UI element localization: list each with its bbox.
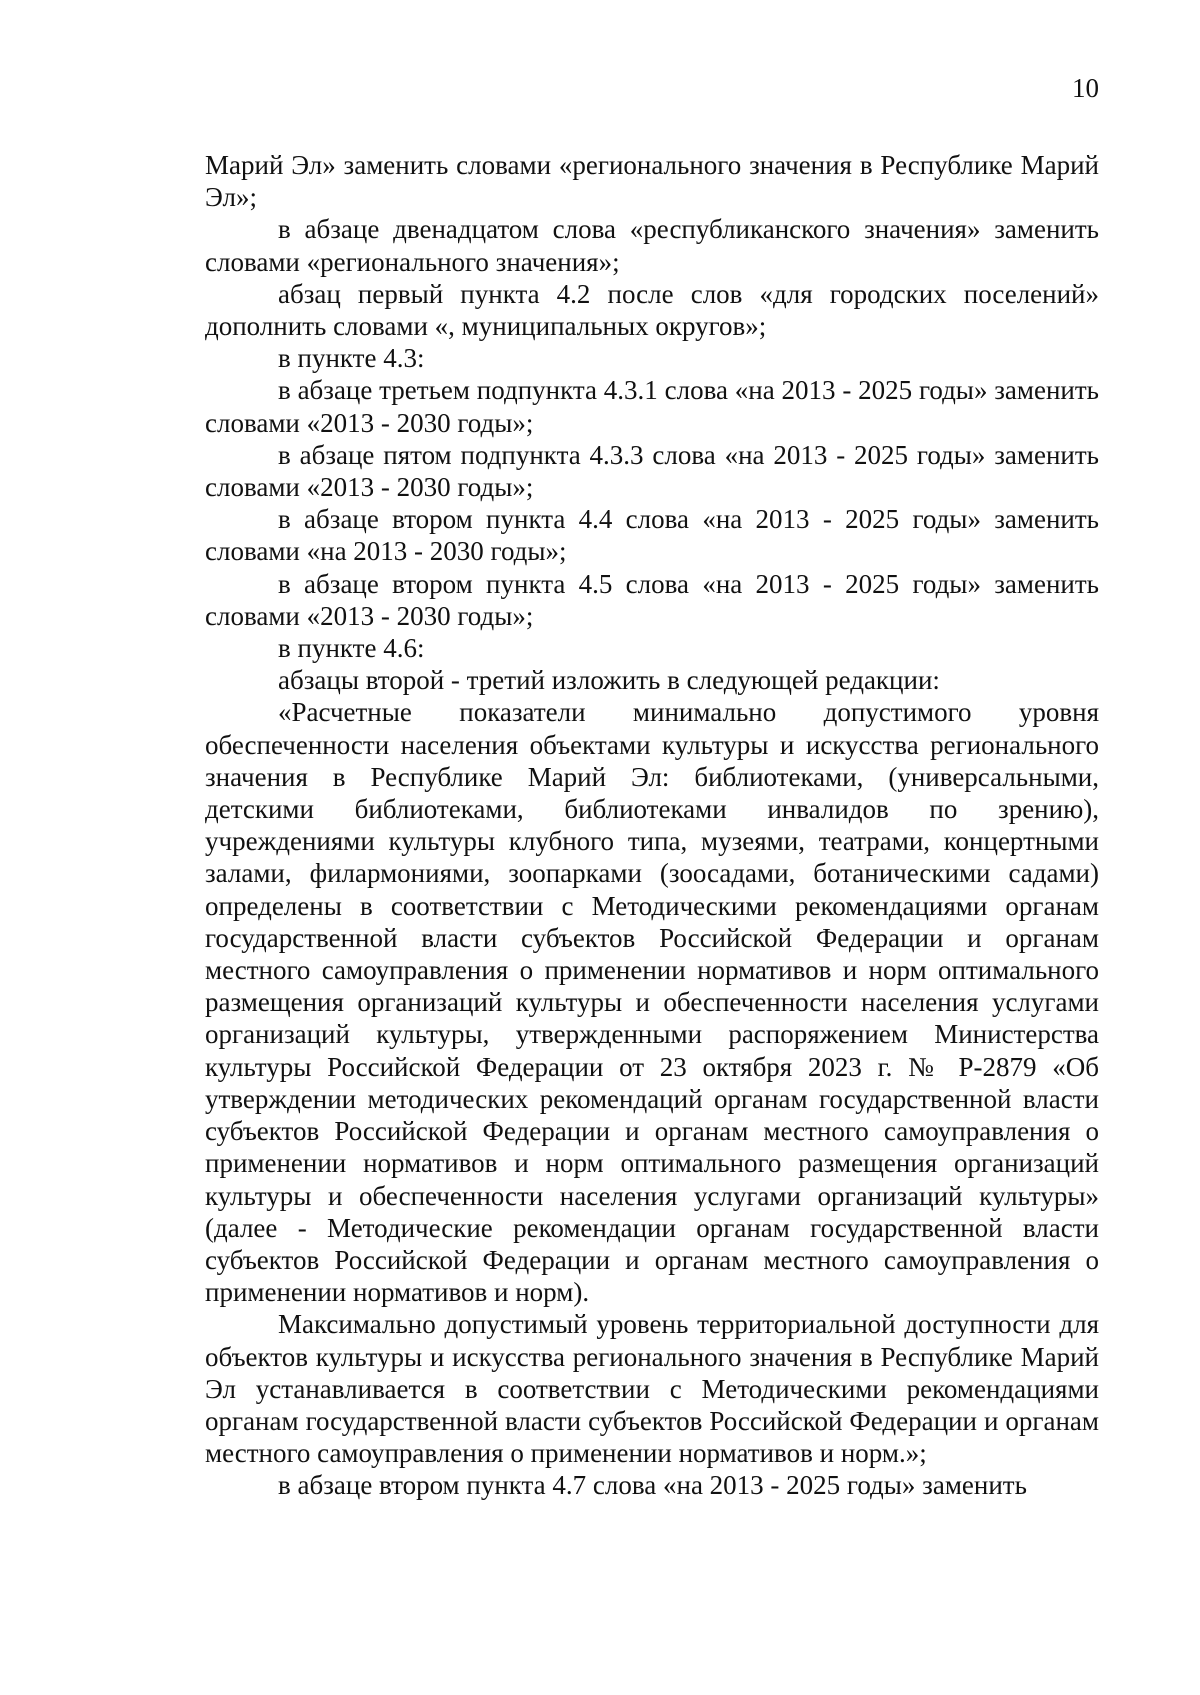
paragraph: абзацы второй - третий изложить в следующей редакции:: [278, 665, 940, 696]
paragraph: в пункте 4.3:: [278, 343, 425, 374]
paragraph: в абзаце втором пункта 4.7 слова «на 2013 - 2025 годы» заменить: [278, 1470, 1027, 1501]
paragraph: в абзаце третьем подпункта 4.3.1 слова «на 2013 - 2025 годы» заменить словами «2013 - 2030 годы»;: [205, 375, 1099, 438]
paragraph: в пункте 4.6:: [278, 633, 425, 664]
paragraph: в абзаце втором пункта 4.4 слова «на 2013 - 2025 годы» заменить словами «на 2013 - 2030 годы»;: [205, 504, 1099, 567]
paragraph: Максимально допустимый уровень территориальной доступности для объектов культуры и искусства регионального значения в Республике Марий Эл устанавливается в соответствии с Методическими рекомендациями органам государственной власти субъектов Российской Федерации и органам местного самоуправления о применении нормативов и норм.»;: [205, 1309, 1099, 1469]
paragraph: в абзаце втором пункта 4.5 слова «на 2013 - 2025 годы» заменить словами «2013 - 2030 годы»;: [205, 568, 1099, 631]
page-number: 10: [1072, 73, 1099, 103]
paragraph: «Расчетные показатели минимально допустимого уровня обеспеченности населения объектами культуры и искусства регионального значения в Республике Марий Эл: библиотеками, (универсальными, детскими библиотеками, библиотеками инвалидов по зрению), учреждениями культуры клубного типа, музеями, театрами, концертными залами, филармониями, зоопарками (зоосадами, ботаническими садами) определены в соответствии с Методическими рекомендациями органам государственной власти субъектов Российской Федерации и органам местного самоуправления о применении нормативов и норм оптимального размещения организаций культуры и обеспеченности населения услугами организаций культуры, утвержденными распоряжением Министерства культуры Российской Федерации от 23 октября 2023 г. № Р-2879 «Об утверждении методических рекомендаций органам государственной власти субъектов Российской Федерации и органам местного самоуправления о применении нормативов и норм оптимального размещения организаций культуры и обеспеченности населения услугами организаций культуры» (далее - Методические рекомендации органам государственной власти субъектов Российской Федерации и органам местного самоуправления о применении нормативов и норм).: [205, 697, 1099, 1308]
paragraph: абзац первый пункта 4.2 после слов «для городских поселений» дополнить словами «, муниципальных округов»;: [205, 278, 1099, 342]
paragraph: Марий Эл» заменить словами «регионального значения в Республике Марий Эл»;: [205, 150, 1099, 213]
paragraph: в абзаце пятом подпункта 4.3.3 слова «на 2013 - 2025 годы» заменить словами «2013 - 2030 годы»;: [205, 439, 1099, 503]
document-body: [205, 149, 1099, 1502]
paragraph: в абзаце двенадцатом слова «республиканского значения» заменить словами «регионального значения»;: [205, 214, 1099, 277]
